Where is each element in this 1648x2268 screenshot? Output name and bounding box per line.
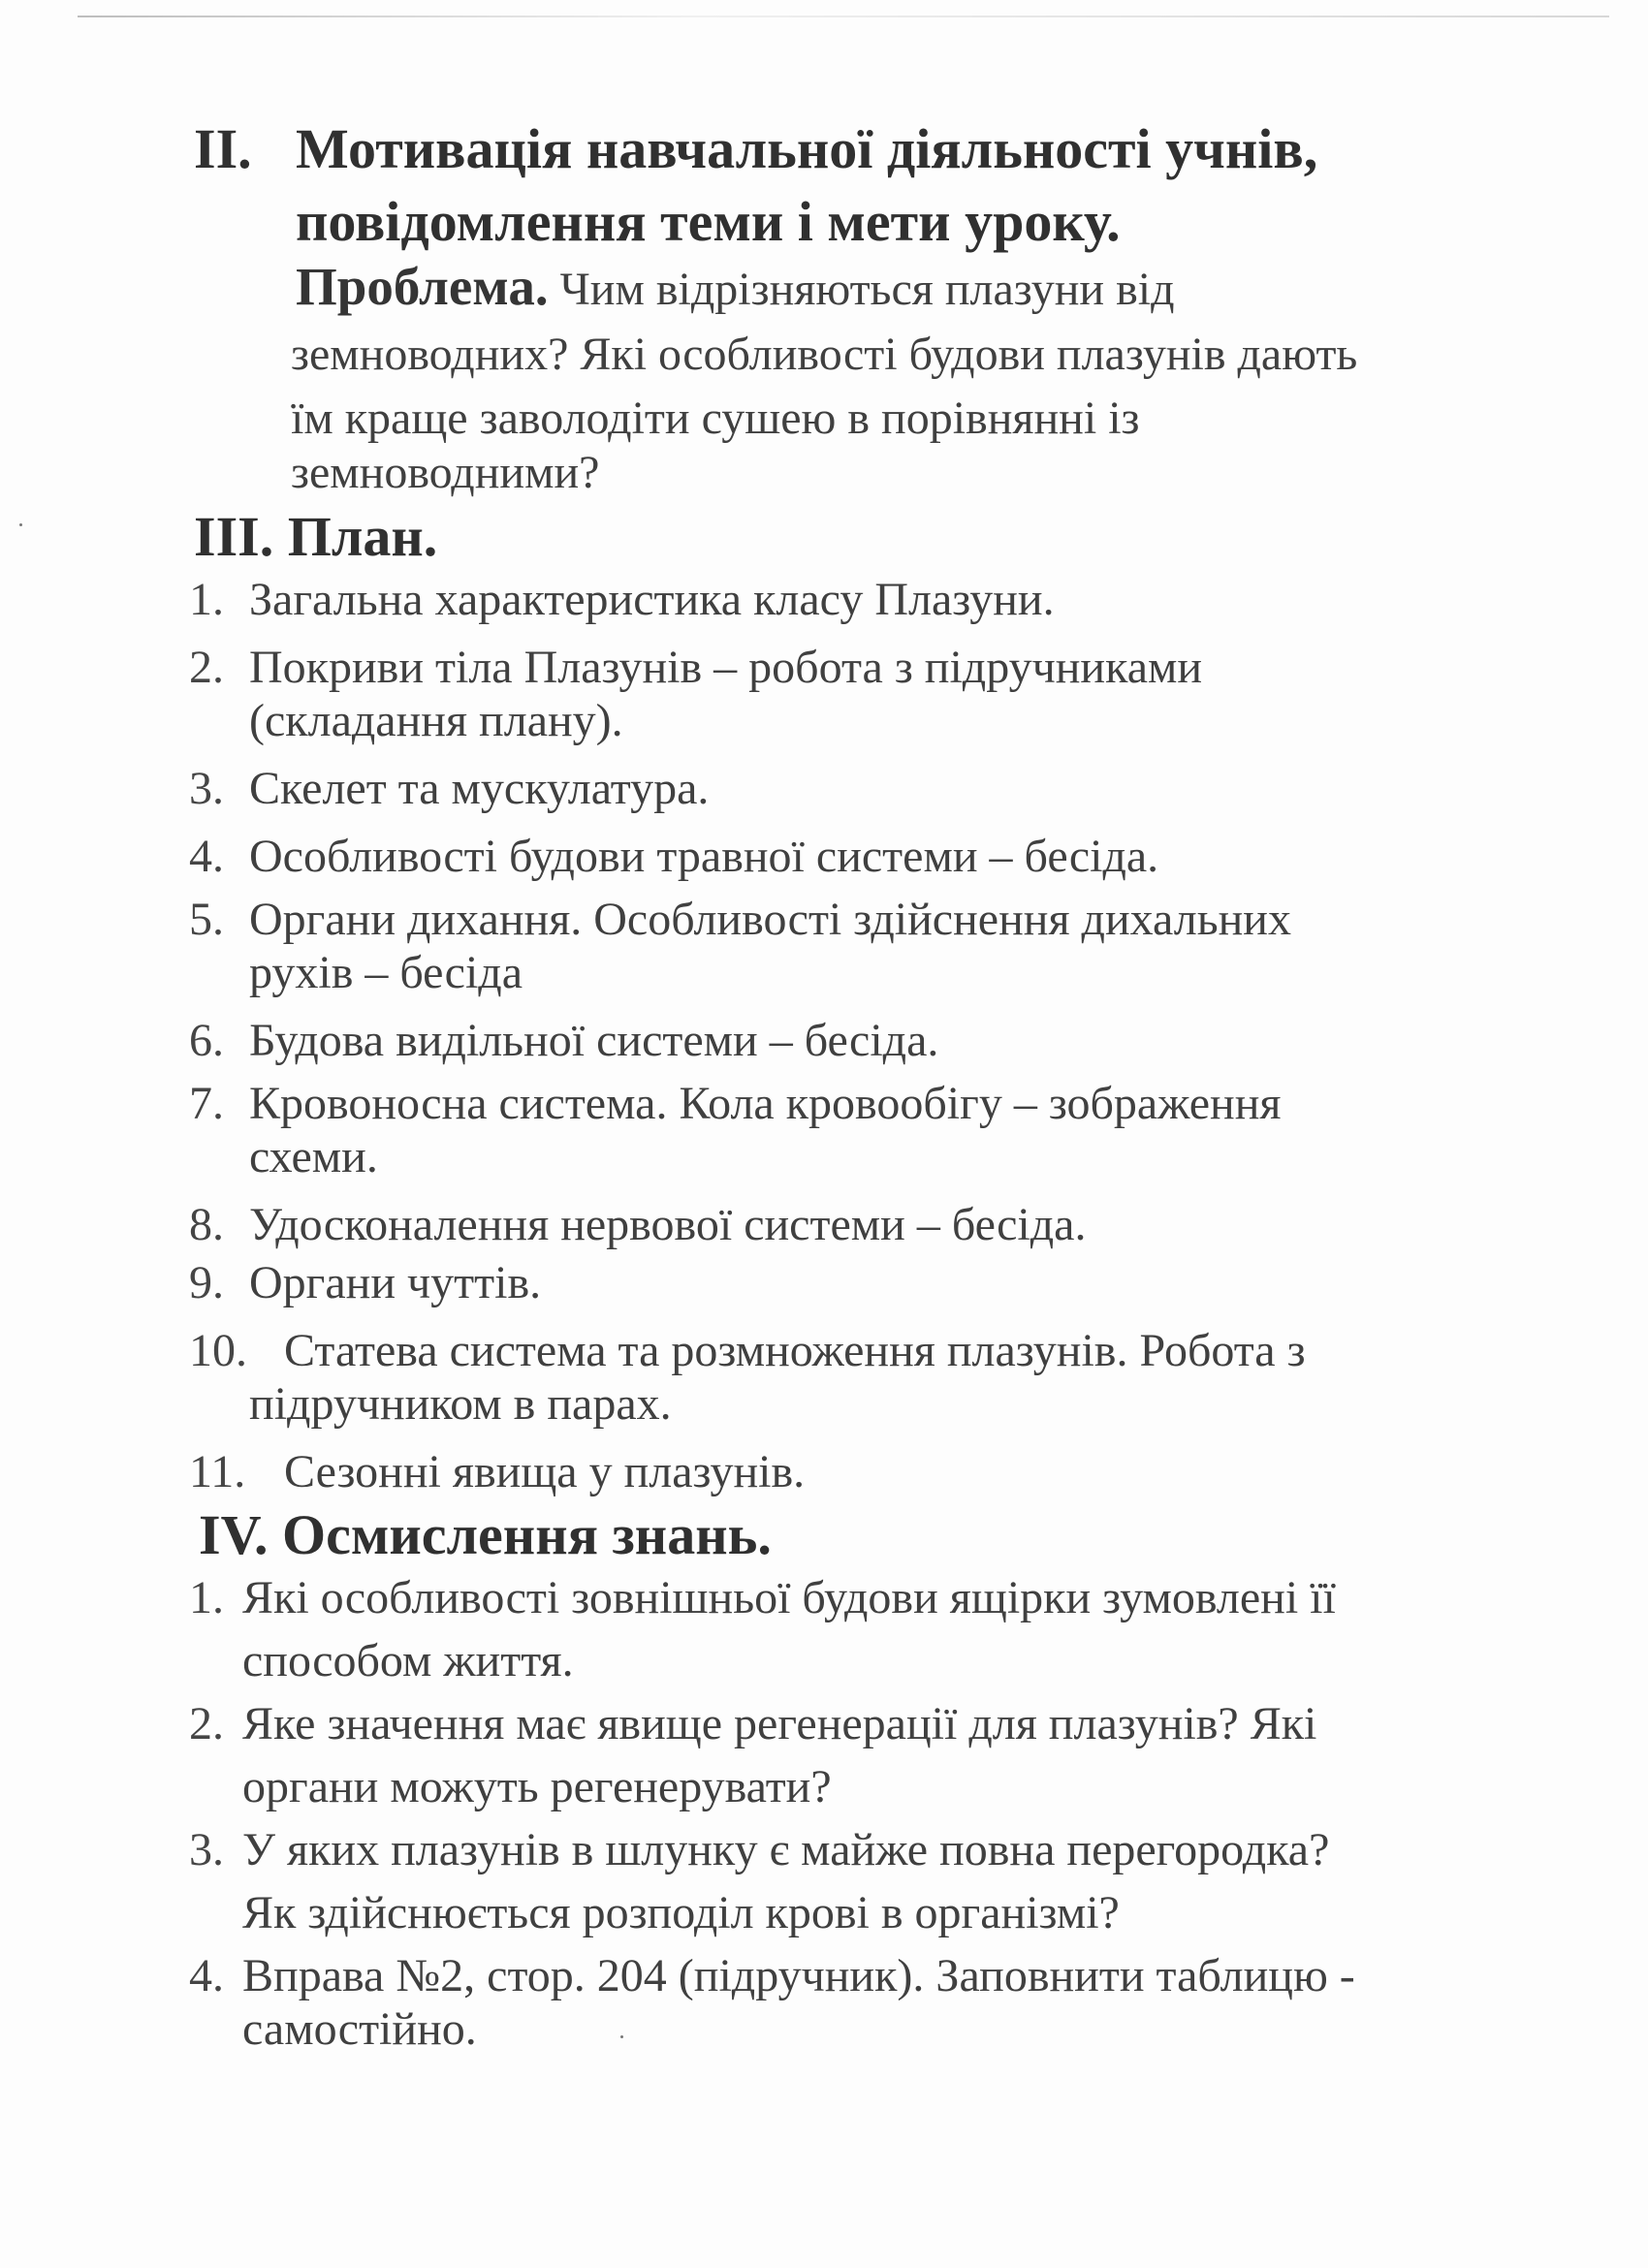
- list-item-text: органи можуть регенерувати?: [242, 1761, 832, 1812]
- list-item-text: Удосконалення нервової системи – бесіда.: [249, 1199, 1087, 1250]
- list-item-text: Які особливості зовнішньої будови ящірки зумовлені її: [242, 1572, 1336, 1623]
- list-item-number: 3.: [189, 1824, 224, 1875]
- list-item-text: схеми.: [249, 1131, 378, 1182]
- list-item-text: Будова видільної системи – бесіда.: [249, 1015, 939, 1066]
- scan-speck: [19, 523, 22, 526]
- list-item-number: 1.: [189, 1572, 224, 1623]
- list-item-number: 2.: [189, 642, 224, 693]
- list-item-text: У яких плазунів в шлунку є майже повна перегородка?: [242, 1824, 1330, 1875]
- list-item-text: Особливості будови травної системи – бесіда.: [249, 831, 1159, 882]
- section-2-numeral: II.: [194, 117, 252, 180]
- problem-line4: земноводними?: [291, 447, 600, 498]
- section-2-title-line2: повідомлення теми і мети уроку.: [296, 190, 1121, 253]
- list-item-text: Яке значення має явище регенерації для плазунів? Які: [242, 1698, 1317, 1749]
- list-item-text: Покриви тіла Плазунів – робота з підручниками: [249, 642, 1203, 693]
- problem-line1: [296, 257, 1175, 316]
- list-item-text: Органи дихання. Особливості здійснення дихальних: [249, 894, 1291, 945]
- problem-line2: земноводних? Які особливості будови плазунів дають: [291, 329, 1358, 380]
- list-item-number: 7.: [189, 1078, 224, 1129]
- list-item-text: рухів – бесіда: [249, 947, 523, 998]
- list-item-number: 6.: [189, 1015, 224, 1066]
- list-item-text: Загальна характеристика класу Плазуни.: [249, 574, 1055, 625]
- list-item-text: Сезонні явища у плазунів.: [284, 1446, 806, 1497]
- list-item-number: 10.: [189, 1325, 247, 1376]
- scan-edge-mark: [78, 16, 1609, 17]
- list-item-text: Скелет та мускулатура.: [249, 763, 710, 814]
- list-item-text: Як здійснюється розподіл крові в організмі?: [242, 1887, 1120, 1938]
- scan-speck: [620, 2035, 623, 2038]
- list-item-number: 11.: [189, 1446, 246, 1497]
- list-item-number: 8.: [189, 1199, 224, 1250]
- list-item-number: 2.: [189, 1698, 224, 1749]
- problem-text-1: Чим відрізняються плазуни від: [559, 264, 1175, 315]
- section-3-heading: ІІІ. План.: [194, 505, 438, 568]
- list-item-text: Вправа №2, стор. 204 (підручник). Заповнити таблицю -: [242, 1950, 1355, 2001]
- list-item-number: 9.: [189, 1257, 224, 1308]
- list-item-number: 4.: [189, 831, 224, 882]
- list-item-number: 4.: [189, 1950, 224, 2001]
- list-item-number: 5.: [189, 894, 224, 945]
- list-item-text: (складання плану).: [249, 695, 623, 746]
- list-item-number: 1.: [189, 574, 224, 625]
- problem-line3: їм краще заволодіти сушею в порівнянні із: [291, 393, 1140, 444]
- list-item-text: Статева система та розмноження плазунів. Робота з: [284, 1325, 1306, 1376]
- section-4-heading: IV. Осмислення знань.: [199, 1503, 772, 1566]
- list-item-text: підручником в парах.: [249, 1378, 672, 1430]
- section-2-title-line1: Мотивація навчальної діяльності учнів,: [296, 117, 1318, 180]
- problem-label: Проблема.: [296, 257, 549, 316]
- list-item-number: 3.: [189, 763, 224, 814]
- list-item-text: Органи чуттів.: [249, 1257, 542, 1308]
- list-item-text: Кровоносна система. Кола кровообігу – зображення: [249, 1078, 1282, 1129]
- list-item-text: способом життя.: [242, 1635, 574, 1686]
- list-item-text: самостійно.: [242, 2003, 477, 2055]
